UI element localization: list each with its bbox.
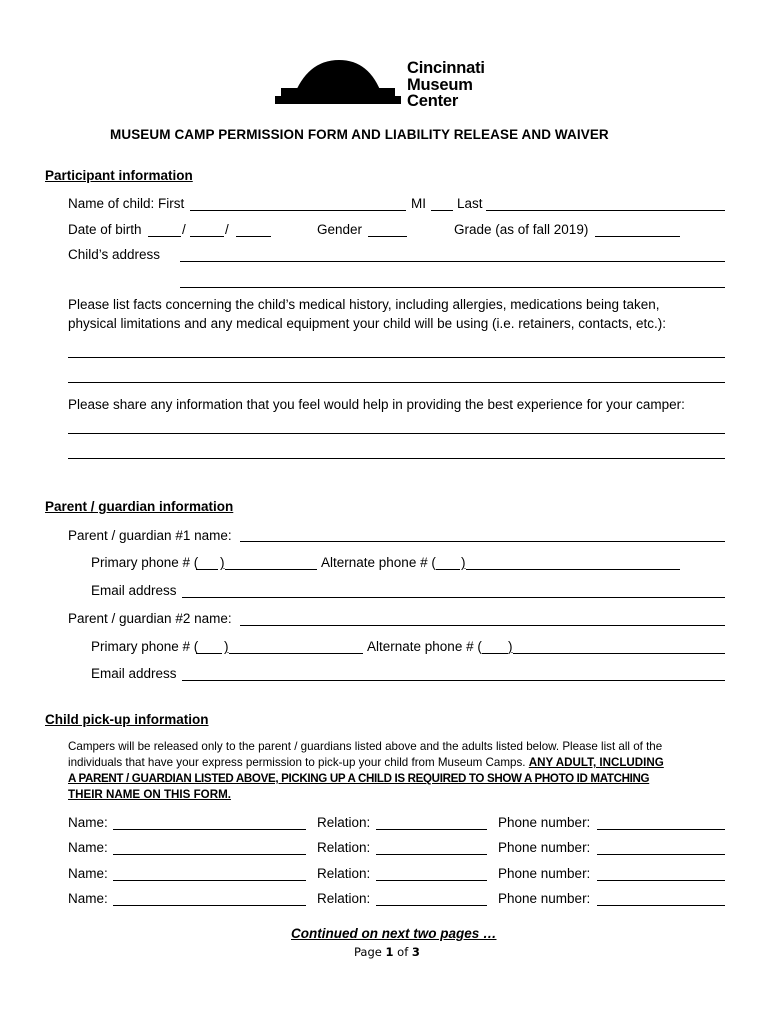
guardian-2-alternate-phone-label: Alternate phone # ( bbox=[367, 639, 482, 654]
pickup-warning-start: ANY ADULT, INCLUDING bbox=[528, 756, 664, 769]
pickup-relation-label: Relation: bbox=[317, 866, 371, 881]
child-last-name-field[interactable] bbox=[486, 210, 725, 211]
guardian-2-alternate-area-code-field[interactable] bbox=[482, 653, 508, 654]
guardian-2-name-label: Parent / guardian #2 name: bbox=[68, 611, 232, 626]
guardian-2-primary-close-paren: ) bbox=[224, 639, 229, 654]
guardian-1-primary-phone-label: Primary phone # ( bbox=[91, 555, 199, 570]
form-title: MUSEUM CAMP PERMISSION FORM AND LIABILITY RELEASE AND WAIVER bbox=[110, 127, 609, 142]
pickup-phone-label: Phone number: bbox=[498, 866, 591, 881]
pickup-instructions-line-1: Campers will be released only to the parent / guardians listed above and the adults listed below. Please list all of the bbox=[68, 740, 663, 753]
guardian-1-alternate-area-code-field[interactable] bbox=[436, 569, 460, 570]
guardian-2-name-field[interactable] bbox=[240, 625, 725, 626]
pickup-instructions-line-2-plain: individuals that have your express permission to pick-up your child from Museum Camps. bbox=[68, 756, 526, 769]
page-current: 1 bbox=[385, 945, 394, 959]
guardian-1-email-label: Email address bbox=[91, 583, 177, 598]
medical-instructions-line-2: physical limitations and any medical equipment your child will be using (i.e. retainers, contacts, etc.): bbox=[68, 316, 667, 331]
pickup-relation-field[interactable] bbox=[376, 880, 487, 881]
pickup-phone-field[interactable] bbox=[597, 880, 725, 881]
guardian-2-primary-phone-label: Primary phone # ( bbox=[91, 639, 199, 654]
pickup-phone-label: Phone number: bbox=[498, 891, 591, 906]
pickup-name-field[interactable] bbox=[113, 854, 306, 855]
child-mi-field[interactable] bbox=[431, 210, 453, 211]
grade-field[interactable] bbox=[595, 236, 680, 237]
pickup-relation-field[interactable] bbox=[376, 829, 487, 830]
guardian-2-primary-phone-field[interactable] bbox=[229, 653, 363, 654]
guardian-2-alternate-phone-field[interactable] bbox=[513, 653, 725, 654]
address-field-line-1[interactable] bbox=[180, 261, 725, 262]
guardian-2-primary-area-code-field[interactable] bbox=[196, 653, 222, 654]
dob-separator-1: / bbox=[182, 222, 186, 237]
guardian-1-primary-area-code-field[interactable] bbox=[196, 569, 218, 570]
medical-field-line-1[interactable] bbox=[68, 357, 725, 358]
pickup-name-label: Name: bbox=[68, 891, 108, 906]
guardian-1-email-field[interactable] bbox=[182, 597, 725, 598]
child-last-name-label: Last bbox=[457, 196, 483, 211]
guardian-1-name-label: Parent / guardian #1 name: bbox=[68, 528, 232, 543]
share-instructions: Please share any information that you feel would help in providing the best experience for your camper: bbox=[68, 397, 685, 412]
address-field-line-2[interactable] bbox=[180, 287, 725, 288]
share-field-line-2[interactable] bbox=[68, 458, 725, 459]
pickup-name-label: Name: bbox=[68, 840, 108, 855]
pickup-name-field[interactable] bbox=[113, 880, 306, 881]
pickup-relation-field[interactable] bbox=[376, 854, 487, 855]
page-prefix: Page bbox=[354, 945, 382, 959]
share-field-line-1[interactable] bbox=[68, 433, 725, 434]
guardian-1-alternate-phone-label: Alternate phone # ( bbox=[321, 555, 436, 570]
grade-label: Grade (as of fall 2019) bbox=[454, 222, 589, 237]
pickup-phone-label: Phone number: bbox=[498, 840, 591, 855]
guardian-1-name-field[interactable] bbox=[240, 541, 725, 542]
continued-note: Continued on next two pages … bbox=[291, 926, 497, 941]
logo-line-1: Cincinnati bbox=[407, 59, 485, 77]
guardian-1-alternate-phone-field[interactable] bbox=[466, 569, 680, 570]
page-number bbox=[354, 945, 420, 959]
pickup-warning-line-4: THEIR NAME ON THIS FORM. bbox=[68, 788, 231, 801]
pickup-phone-field[interactable] bbox=[597, 829, 725, 830]
pickup-relation-field[interactable] bbox=[376, 905, 487, 906]
child-mi-label: MI bbox=[411, 196, 426, 211]
guardian-1-alternate-close-paren: ) bbox=[461, 555, 466, 570]
guardian-2-alternate-close-paren: ) bbox=[508, 639, 513, 654]
guardian-2-email-label: Email address bbox=[91, 666, 177, 681]
dob-label: Date of birth bbox=[68, 222, 142, 237]
medical-field-line-2[interactable] bbox=[68, 382, 725, 383]
gender-field[interactable] bbox=[368, 236, 407, 237]
pickup-instructions-line-2 bbox=[68, 756, 664, 769]
guardian-1-primary-phone-field[interactable] bbox=[225, 569, 317, 570]
pickup-name-field[interactable] bbox=[113, 829, 306, 830]
logo-line-2: Museum bbox=[407, 75, 473, 94]
pickup-name-label: Name: bbox=[68, 866, 108, 881]
participant-heading: Participant information bbox=[45, 168, 193, 183]
page-total: 3 bbox=[411, 945, 420, 959]
address-label: Child’s address bbox=[68, 247, 161, 262]
dob-year-field[interactable] bbox=[236, 236, 271, 237]
pickup-relation-label: Relation: bbox=[317, 840, 371, 855]
dob-month-field[interactable] bbox=[148, 236, 181, 237]
guardian-2-email-field[interactable] bbox=[182, 680, 725, 681]
pickup-phone-field[interactable] bbox=[597, 854, 725, 855]
logo-line-3: Center bbox=[407, 92, 459, 110]
pickup-phone-label: Phone number: bbox=[498, 815, 591, 830]
pickup-name-field[interactable] bbox=[113, 905, 306, 906]
guardian-1-primary-close-paren: ) bbox=[220, 555, 225, 570]
dob-separator-2: / bbox=[225, 222, 229, 237]
page-of: of bbox=[397, 945, 409, 959]
guardian-heading: Parent / guardian information bbox=[45, 499, 234, 514]
pickup-name-label: Name: bbox=[68, 815, 108, 830]
medical-instructions-line-1: Please list facts concerning the child’s medical history, including allergies, medications being taken, bbox=[68, 297, 660, 312]
pickup-heading: Child pick-up information bbox=[45, 712, 209, 727]
logo-text bbox=[407, 60, 485, 110]
child-first-name-field[interactable] bbox=[190, 210, 406, 211]
pickup-relation-label: Relation: bbox=[317, 891, 371, 906]
child-first-name-label: Name of child: First bbox=[68, 196, 185, 211]
gender-label: Gender bbox=[317, 222, 363, 237]
pickup-warning-line-3: A PARENT / GUARDIAN LISTED ABOVE, PICKING UP A CHILD IS REQUIRED TO SHOW A PHOTO ID MATCHING bbox=[68, 772, 650, 785]
pickup-phone-field[interactable] bbox=[597, 905, 725, 906]
dob-day-field[interactable] bbox=[190, 236, 224, 237]
pickup-relation-label: Relation: bbox=[317, 815, 371, 830]
museum-logo-dome-icon bbox=[273, 58, 403, 108]
